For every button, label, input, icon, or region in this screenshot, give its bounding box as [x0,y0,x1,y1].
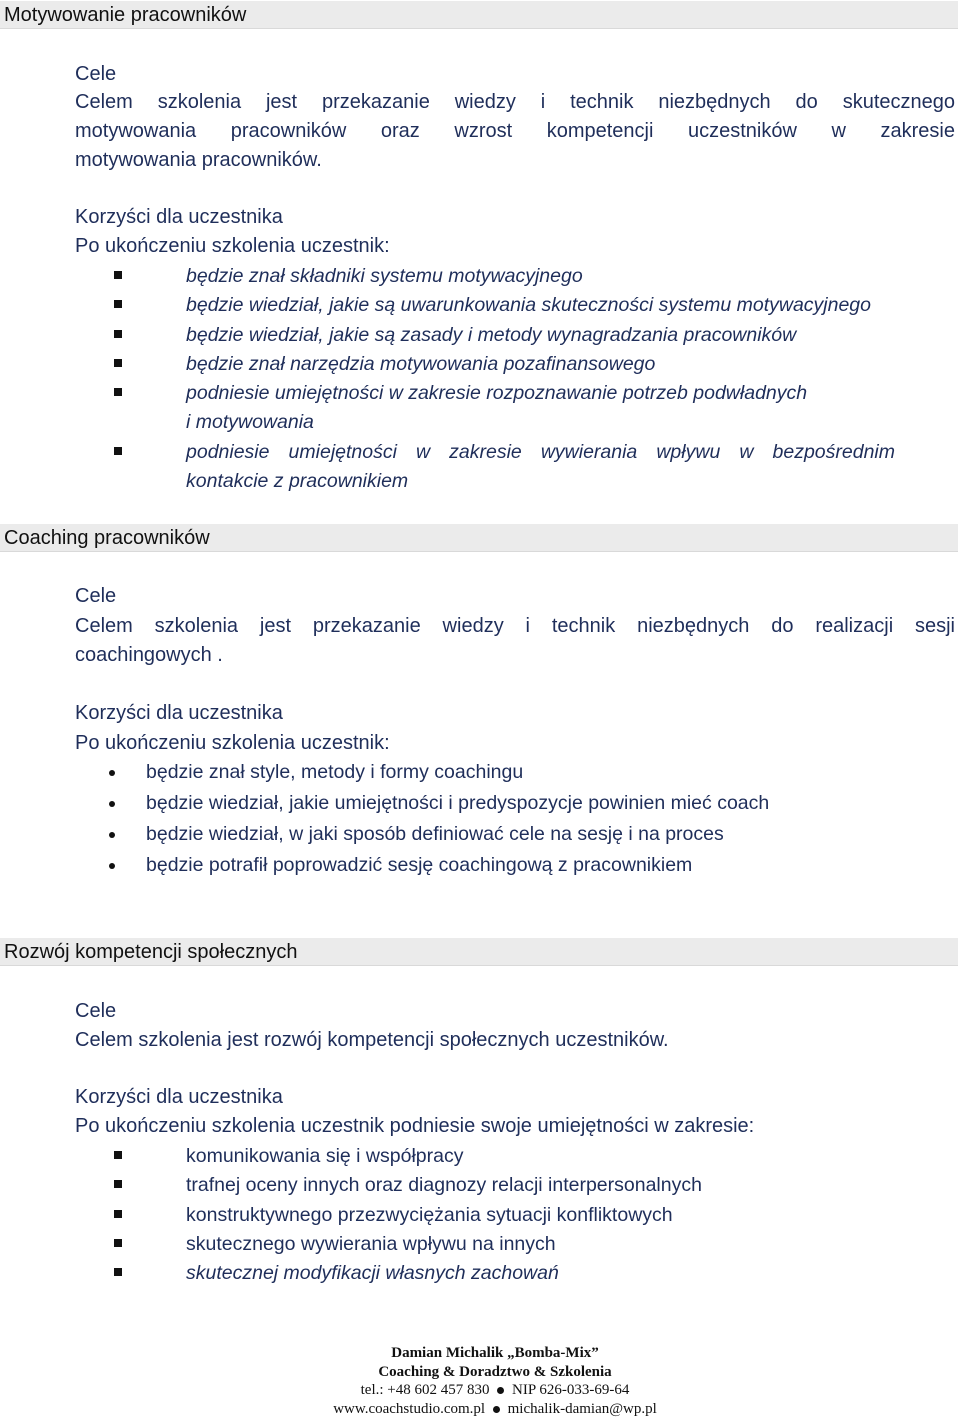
square-bullet-icon [114,359,122,367]
footer-web-line [0,1400,960,1418]
list-item: będzie znał składniki systemu motywacyjnego [186,262,946,291]
korzysci-intro: Po ukończeniu szkolenia uczestnik: [75,729,390,758]
list-item: będzie wiedział, jakie są zasady i metody wynagradzania pracowników [186,321,946,350]
korzysci-intro: Po ukończeniu szkolenia uczestnik podniesie swoje umiejętności w zakresie: [75,1112,754,1141]
list-item: będzie potrafił poprowadzić sesję coachingową z pracownikiem [146,850,926,881]
list-item: skutecznej modyfikacji własnych zachowań [186,1259,946,1288]
benefits-list [146,757,926,881]
list-item: będzie wiedział, jakie są uwarunkowania skuteczności systemu motywacyjnego [186,291,946,320]
footer-phone: tel.: +48 602 457 830 [361,1382,490,1398]
dot-separator-icon [497,1387,504,1394]
square-bullet-icon [114,1239,122,1247]
cele-line: Celem szkolenia jest przekazanie wiedzy i technik niezbędnych do skutecznego [75,88,955,117]
list-item: trafnej oceny innych oraz diagnozy relacji interpersonalnych [186,1171,946,1200]
list-item: będzie wiedział, w jaki sposób definiować cele na sesję i na proces [146,819,926,850]
round-bullet-icon [109,863,115,869]
cele-line: Celem szkolenia jest przekazanie wiedzy i technik niezbędnych do realizacji sesji [75,612,955,641]
korzysci-intro: Po ukończeniu szkolenia uczestnik: [75,232,390,261]
cele-line: coachingowych . [75,641,955,670]
cele-heading: Cele [75,60,116,89]
square-bullet-icon [114,300,122,308]
list-item: będzie znał narzędzia motywowania pozafinansowego [186,350,946,379]
square-bullet-icon [114,271,122,279]
list-item: podniesie umiejętności w zakresie wywierania wpływu w bezpośrednim [186,438,946,467]
square-bullet-icon [114,1210,122,1218]
square-bullet-icon [114,388,122,396]
list-item: podniesie umiejętności w zakresie rozpoznawanie potrzeb podwładnych [186,379,946,408]
list-item-continuation: i motywowania [186,408,946,437]
footer-email[interactable]: michalik-damian@wp.pl [508,1401,657,1417]
list-item: będzie znał style, metody i formy coachingu [146,757,926,788]
korzysci-heading: Korzyści dla uczestnika [75,699,283,728]
list-item: skutecznego wywierania wpływu na innych [186,1230,946,1259]
list-item: będzie wiedział, jakie umiejętności i predyspozycje powinien mieć coach [146,788,926,819]
benefits-list [186,1142,946,1288]
round-bullet-icon [109,801,115,807]
section-title-motywowanie: Motywowanie pracowników [0,1,958,29]
square-bullet-icon [114,330,122,338]
cele-text [75,88,955,175]
korzysci-heading: Korzyści dla uczestnika [75,203,283,232]
list-item: komunikowania się i współpracy [186,1142,946,1171]
cele-line: motywowania pracowników. [75,146,955,175]
footer-name: Damian Michalik „Bomba-Mix” [0,1344,960,1363]
round-bullet-icon [109,770,115,776]
section-title-coaching: Coaching pracowników [0,524,958,552]
footer [0,1344,960,1418]
footer-website[interactable]: www.coachstudio.com.pl [333,1401,485,1417]
square-bullet-icon [114,447,122,455]
square-bullet-icon [114,1268,122,1276]
footer-company: Coaching & Doradztwo & Szkolenia [0,1363,960,1382]
cele-line: motywowania pracowników oraz wzrost kompetencji uczestników w zakresie [75,117,955,146]
korzysci-heading: Korzyści dla uczestnika [75,1083,283,1112]
dot-separator-icon [493,1406,500,1413]
square-bullet-icon [114,1180,122,1188]
round-bullet-icon [109,832,115,838]
section-title-kompetencje: Rozwój kompetencji społecznych [0,938,958,966]
cele-heading: Cele [75,997,116,1026]
footer-nip: NIP 626-033-69-64 [512,1382,629,1398]
cele-text [75,612,955,670]
footer-contact-line [0,1381,960,1400]
square-bullet-icon [114,1151,122,1159]
list-item: konstruktywnego przezwyciężania sytuacji konfliktowych [186,1201,946,1230]
list-item-continuation: kontakcie z pracownikiem [186,467,946,496]
cele-heading: Cele [75,582,116,611]
cele-text: Celem szkolenia jest rozwój kompetencji społecznych uczestników. [75,1026,669,1055]
benefits-list [186,262,946,496]
